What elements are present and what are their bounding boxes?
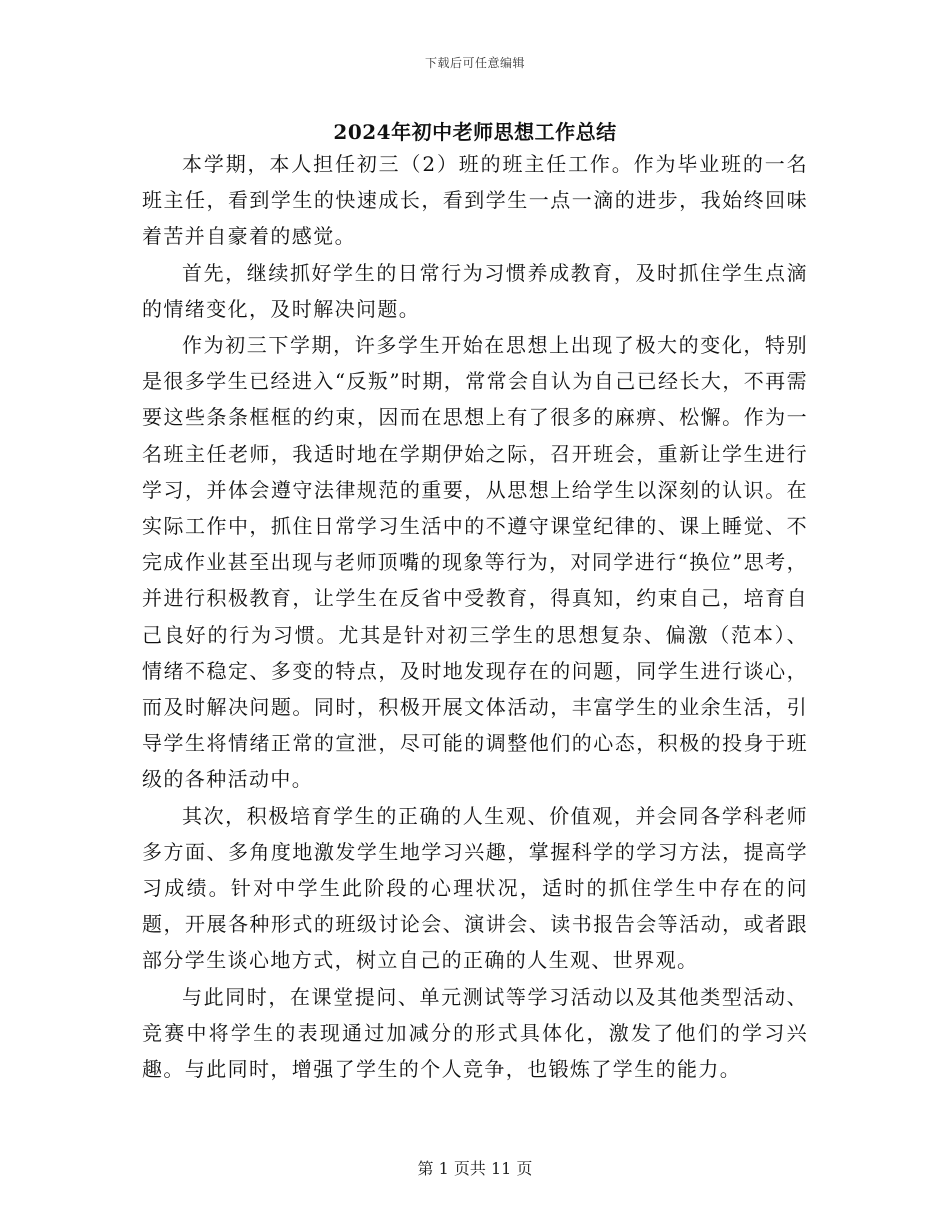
document-body <box>142 146 808 1087</box>
paragraph: 本学期，本人担任初三（2）班的班主任工作。作为毕业班的一名班主任，看到学生的快速成长，看到学生一点一滴的进步，我始终回味着苦并自豪着的感觉。 <box>142 152 808 249</box>
paragraph: 与此同时，在课堂提问、单元测试等学习活动以及其他类型活动、竞赛中将学生的表现通过加减分的形式具体化，激发了他们的学习兴趣。与此同时，增强了学生的个人竞争，也锻炼了学生的能力。 <box>142 984 808 1082</box>
paragraph: 首先，继续抓好学生的日常行为习惯养成教育，及时抓住学生点滴的情绪变化，及时解决问题。 <box>142 260 808 321</box>
paragraph: 作为初三下学期，许多学生开始在思想上出现了极大的变化，特别是很多学生已经进入“反叛”时期，常常会自认为自己已经长大，不再需要这些条条框框的约束，因而在思想上有了很多的麻痹、松懈。作为一名班主任老师，我适时地在学期伊始之际，召开班会，重新让学生进行学习，并体会遵守法律规范的重要，从思想上给学生以深刻的认识。在实际工作中，抓住日常学习生活中的不遵守课堂纪律的、课上睡觉、不完成作业甚至出现与老师顶嘴的现象等行为，对同学进行“换位”思考，并进行积极教育，让学生在反省中受教育，得真知，约束自己，培育自己良好的行为习惯。尤其是针对初三学生的思想复杂、偏激（范本）、情绪不稳定、多变的特点，及时地发现存在的问题，同学生进行谈心，而及时解决问题。同时，积极开展文体活动，丰富学生的业余生活，引导学生将情绪正常的宣泄，尽可能的调整他们的心态，积极的投身于班级的各种活动中。 <box>142 333 808 792</box>
header-note: 下载后可任意编辑 <box>424 56 525 70</box>
page-number: 第 1 页共 11 页 <box>417 1159 533 1178</box>
document-title: 2024年初中老师思想工作总结 <box>333 120 617 144</box>
paragraph: 其次，积极培育学生的正确的人生观、价值观，并会同各学科老师多方面、多角度地激发学生地学习兴趣，掌握科学的学习方法，提高学习成绩。针对中学生此阶段的心理状况，适时的抓住学生中存在的问题，开展各种形式的班级讨论会、演讲会、读书报告会等活动，或者跟部分学生谈心地方式，树立自己的正确的人生观、世界观。 <box>142 803 808 973</box>
